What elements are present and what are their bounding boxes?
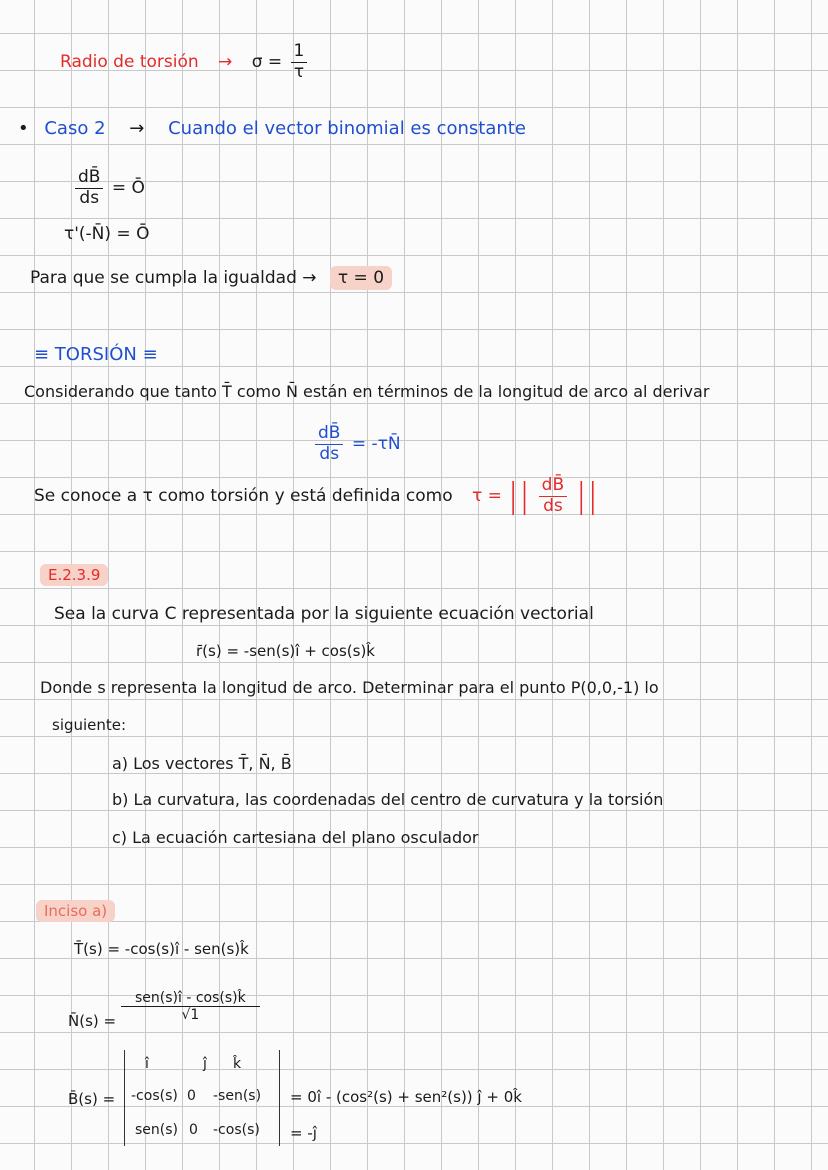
equation-rhs: = Ō [111,178,145,199]
det-cell-j: ĵ [203,1056,207,1072]
derivative-fraction [539,476,567,516]
fraction-numerator: dB̄ [539,476,567,497]
considerando-line: Considerando que tanto T̄ como N̄ están en términos de la longitud de arco al derivar [24,382,710,401]
exercise-line2: Donde s representa la longitud de arco. Determinar para el punto P(0,0,-1) lo [40,678,659,697]
equation-dB-zero [72,168,145,208]
bullet-icon: • [18,118,29,139]
det-cell-r2c2: 0 [187,1088,196,1104]
fraction-denominator: ds [79,187,100,208]
caso2-description: Cuando el vector binomial es constante [168,118,526,139]
fraction-numerator: dB̄ [75,168,103,189]
determinant-matrix [124,1050,280,1146]
det-cell-r3c1: sen(s) [135,1122,178,1138]
definicion-text: Se conoce a τ como torsión y está definida como [34,486,453,507]
tau-zero-highlight: τ = 0 [330,266,392,290]
fraction-denominator: τ [293,61,305,82]
B-lhs: B̄(s) = [68,1090,116,1108]
equation-rhs: = -τN̄ [351,434,401,455]
exercise-line1: Sea la curva C representada por la siguiente ecuación vectorial [54,604,594,624]
B-result-final: = -ĵ [290,1124,317,1142]
fraction-denominator: ds [319,443,340,464]
radio-torsion-label: Radio de torsión [60,52,199,73]
exercise-item-c: c) La ecuación cartesiana del plano osculador [112,828,479,847]
arrow-icon: → [129,118,145,139]
derivative-fraction [315,424,343,464]
exercise-label: E.2.3.9 [40,564,108,586]
igualdad-line [30,268,392,288]
det-cell-r2c3: -sen(s) [213,1088,262,1104]
arrow-icon: → [218,52,233,73]
B-result-expanded: = 0î - (cos²(s) + sen²(s)) ĵ + 0k̂ [290,1088,522,1106]
norm-open: || [507,476,531,517]
sigma-label: σ = [251,52,283,73]
torsion-heading: ≡ TORSIÓN ≡ [34,344,158,365]
derivative-fraction [75,168,103,208]
exercise-equation: r̄(s) = -sen(s)î + cos(s)k̂ [196,642,375,660]
fraction-denominator: ds [543,495,563,516]
radio-torsion-line [60,42,310,82]
fraction-numerator: sen(s)î - cos(s)k̂ [121,990,260,1007]
det-cell-i: î [145,1056,149,1072]
inciso-label: Inciso a) [36,900,115,922]
equation-dB-tauN [312,424,401,464]
exercise-item-b: b) La curvatura, las coordenadas del centro de curvatura y la torsión [112,790,664,809]
caso2-line [18,118,526,139]
definicion-line [34,476,598,516]
exercise-line3: siguiente: [52,716,127,734]
N-fraction-inner [121,990,260,1023]
T-vector-equation: T̄(s) = -cos(s)î - sen(s)k̂ [74,940,249,958]
N-fraction [118,990,263,1023]
igualdad-text: Para que se cumpla la igualdad → [30,268,317,288]
fraction-numerator: dB̄ [315,424,343,445]
det-cell-k: k̂ [233,1056,242,1072]
fraction-denominator: √1 [181,1007,200,1024]
det-cell-r3c3: -cos(s) [213,1122,260,1138]
exercise-item-a: a) Los vectores T̄, N̄, B̄ [112,754,292,773]
N-lhs: N̄(s) = [68,1012,117,1030]
det-cell-r2c1: -cos(s) [131,1088,178,1104]
fraction-numerator: 1 [291,42,308,63]
torsion-definition [472,475,599,517]
caso2-label: Caso 2 [44,118,106,139]
norm-close: || [575,476,599,517]
tau-label: τ = [472,486,502,507]
det-cell-r3c2: 0 [189,1122,198,1138]
equation-tau-N: τ'(-N̄) = Ō [64,224,150,244]
sigma-fraction [291,42,308,82]
